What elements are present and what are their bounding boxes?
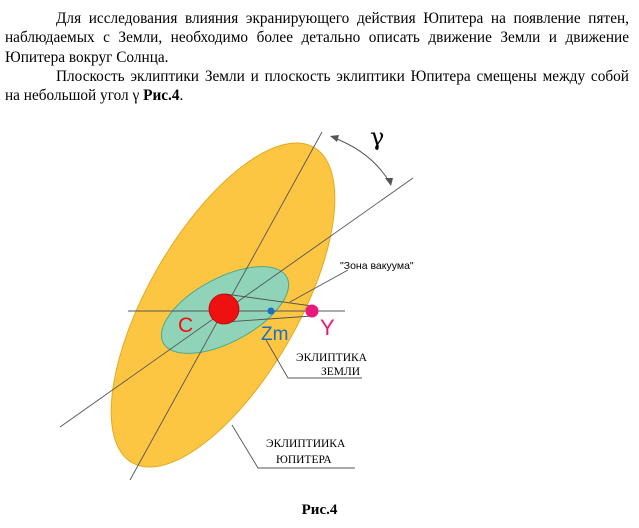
paragraph-2-end: . <box>179 87 184 105</box>
figure-caption: Рис.4 <box>301 502 338 518</box>
angle-arrow-bottom <box>385 178 393 186</box>
jupiter-ecliptic-label-1: ЭКЛИПТИИКА <box>266 438 346 450</box>
sun-label: C <box>178 314 194 337</box>
earth-circle <box>268 308 275 315</box>
angle-gamma-label: γ <box>370 123 385 151</box>
jupiter-label: Y <box>320 315 335 340</box>
angle-arrow-top <box>330 135 339 142</box>
earth-ecliptic-label-1: ЭКЛИПТИКА <box>296 352 367 364</box>
jupiter-circle <box>306 305 319 318</box>
sun-circle <box>209 294 239 324</box>
figure-reference: Рис.4 <box>143 87 180 105</box>
vacuum-zone-label: "Зона вакуума" <box>340 260 414 272</box>
paragraph-1: Для исследования влияния экранирующего действия Юпитера на появление пятен, наблюдаемых с Земли, необходимо более детально описать движение Земли и движение Юпитера вокруг Солнца. <box>5 10 629 66</box>
paragraph-2-text: Плоскость эклиптики Земли и плоскость эклиптики Юпитера смещены между собой на небольшой угол γ <box>5 68 629 105</box>
earth-ecliptic-label-2: ЗЕМЛИ <box>321 366 361 378</box>
jupiter-ecliptic-label-2: ЮПИТЕРА <box>276 454 332 466</box>
earth-label: Zm <box>261 324 289 345</box>
